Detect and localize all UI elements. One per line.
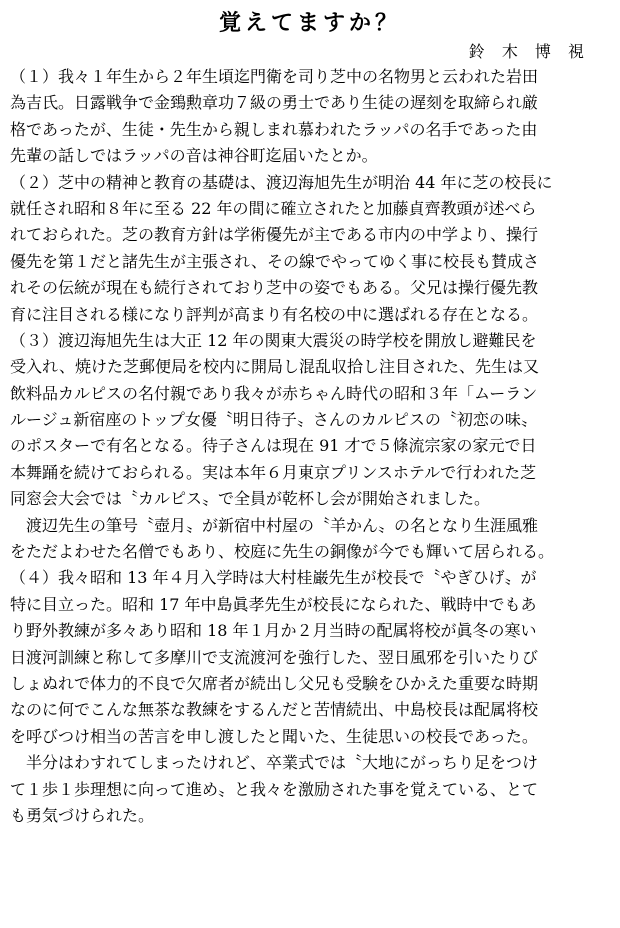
document-body [10,64,616,829]
text-line: しょぬれで体力的不良で欠席者が続出し父兄も受験をひかえた重要な時期 [10,673,539,693]
text-line: り野外教練が多々あり昭和 18 年１月か２月当時の配属将校が眞冬の寒い [10,621,537,641]
text-line: 先輩の話しではラッパの音は神谷町迄届いたとか。 [10,146,378,166]
text-line: れておられた。芝の教育方針は学術優先が主である市内の中学より、操行 [10,225,539,245]
text-line: （４）我々昭和 13 年４月入学時は大村桂巌先生が校長で〝やぎひげ〟が [10,568,537,588]
text-line: 優先を第１だと諸先生が主張され、その線でやってゆく事に校長も賛成さ [10,251,539,271]
text-line: 飲料品カルピスの名付親であり我々が赤ちゃん時代の昭和３年「ムーラン [10,383,538,403]
text-line: も勇気づけられた。 [10,805,155,825]
text-line: 日渡河訓練と称して多摩川で支流渡河を強行した、翌日風邪を引いたりび [10,647,539,667]
text-line: て１歩１歩理想に向って進め〟と我々を激励された事を覚えている、とて [10,779,539,799]
text-line: 同窓会大会では〝カルピス〟で全員が乾杯し会が開始されました。 [10,489,491,509]
text-line: 特に目立った。昭和 17 年中島眞孝先生が校長になられた、戦時中でもあ [10,594,537,614]
document-title: 覚えてますか？ [218,10,401,36]
text-line: 渡辺先生の筆号〝壺月〟が新宿中村屋の〝羊かん〟の名となり生涯風雅 [10,515,539,535]
text-line: れその伝統が現在も続行されており芝中の姿でもある。父兄は操行優先教 [10,278,539,298]
text-line: 就任され昭和８年に至る 22 年の間に確立されたと加藤貞齊教頭が述べら [10,198,537,218]
text-line: 育に注目される様になり評判が高まり有名校の中に選ばれる存在となる。 [10,304,539,324]
text-line: 本舞踊を続けておられる。実は本年６月東京プリンスホテルで行われた芝 [10,462,537,482]
text-line: 格であったが、生徒・先生から親しまれ慕われたラッパの名手であった由 [10,119,538,139]
text-line: ルージュ新宿座のトップ女優〝明日待子〟さんのカルピスの〝初恋の味〟 [10,410,537,430]
text-line: をただよわせた名僧でもあり、校庭に先生の銅像が今でも輝いて居られる。 [10,542,555,562]
text-line: 為吉氏。日露戦争で金鵄勲章功７級の勇士であり生徒の遅刻を取締られ厳 [10,93,539,113]
text-line: のポスターで有名となる。待子さんは現在 91 才で５條流宗家の家元で日 [10,436,537,456]
author-name: 鈴 木 博 視 [468,42,590,61]
text-line: なのに何でこんな無茶な教練をするんだと苦情続出、中島校長は配属将校 [10,700,539,720]
text-line: （１）我々１年生から２年生頃迄門衛を司り芝中の名物男と云われた岩田 [10,67,539,86]
text-line: を呼びつけ相当の苦言を申し渡したと聞いた、生徒思いの校長であった。 [10,726,538,746]
text-line: 半分はわすれてしまったけれど、卒業式では〝大地にがっちり足をつけ [10,753,539,773]
text-line: （３）渡辺海旭先生は大正 12 年の関東大震災の時学校を開放し避難民を [10,330,537,350]
text-line: 受入れ、焼けた芝郵便局を校内に開局し混乱収拾し注目された、先生は又 [10,357,539,377]
text-line: （２）芝中の精神と教育の基礎は、渡辺海旭先生が明治 44 年に芝の校長に [10,172,553,192]
